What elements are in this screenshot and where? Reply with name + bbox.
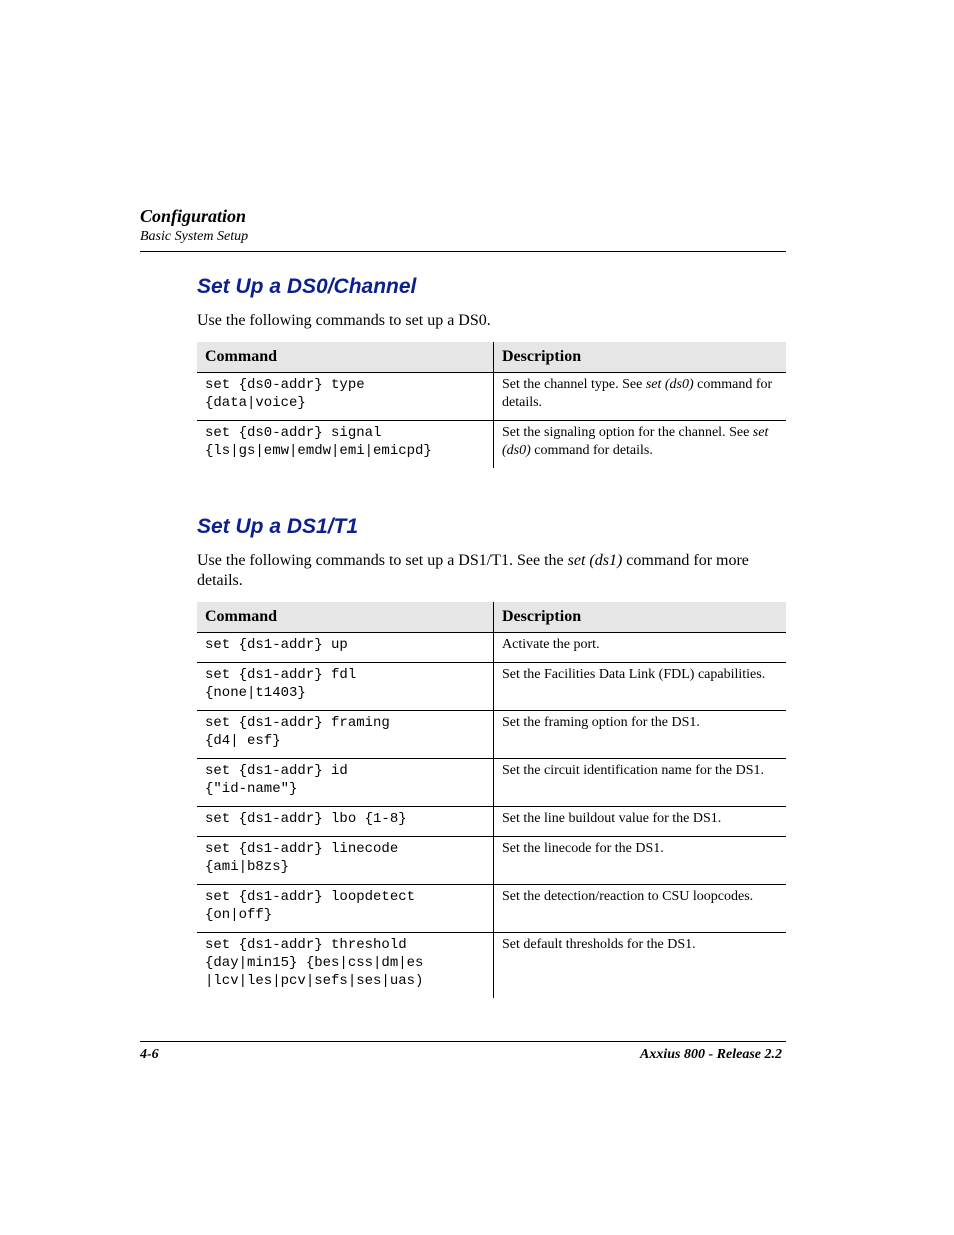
column-header-description: Description (494, 602, 787, 633)
command-cell: set {ds1-addr} fdl {none|t1403} (197, 663, 494, 711)
header-rule (140, 251, 786, 252)
table-row (197, 421, 786, 469)
command-cell: set {ds1-addr} framing {d4| esf} (197, 711, 494, 759)
footer-rule (140, 1041, 786, 1042)
command-cell: set {ds0-addr} signal {ls|gs|emw|emdw|emi|emicpd} (197, 421, 494, 469)
column-header-command: Command (197, 602, 494, 633)
section-ds0 (197, 274, 786, 468)
table-row (197, 885, 786, 933)
table-row (197, 711, 786, 759)
column-header-description: Description (494, 342, 787, 373)
command-reference: set (ds0) (502, 425, 769, 458)
command-cell: set {ds1-addr} lbo {1-8} (197, 807, 494, 837)
section-intro-ds1 (197, 551, 786, 591)
command-cell: set {ds1-addr} linecode {ami|b8zs} (197, 837, 494, 885)
ds1-command-table (197, 602, 786, 998)
command-cell: set {ds0-addr} type {data|voice} (197, 373, 494, 421)
table-row (197, 373, 786, 421)
description-cell: Activate the port. (494, 633, 787, 663)
description-cell (494, 421, 787, 469)
command-cell: set {ds1-addr} loopdetect {on|off} (197, 885, 494, 933)
description-cell: Set the detection/reaction to CSU loopcodes. (494, 885, 787, 933)
command-cell: set {ds1-addr} threshold {day|min15} {bes|css|dm|es |lcv|les|pcv|sefs|ses|uas) (197, 933, 494, 999)
description-cell: Set the linecode for the DS1. (494, 837, 787, 885)
product-release: Axxius 800 - Release 2.2 (640, 1047, 782, 1062)
table-header-row (197, 602, 786, 633)
description-text: Set the signaling option for the channel. See (502, 425, 753, 440)
intro-text: command for more details. (197, 552, 749, 589)
description-cell: Set the circuit identification name for the DS1. (494, 759, 787, 807)
description-text: Set the channel type. See (502, 377, 646, 392)
description-cell: Set the Facilities Data Link (FDL) capabilities. (494, 663, 787, 711)
section-title-ds1: Set Up a DS1/T1 (197, 515, 359, 538)
description-text: command for details. (530, 443, 653, 458)
command-cell: set {ds1-addr} up (197, 633, 494, 663)
column-header-command: Command (197, 342, 494, 373)
chapter-title: Configuration (140, 206, 247, 226)
description-cell: Set default thresholds for the DS1. (502, 937, 696, 952)
command-reference: set (ds1) (567, 552, 623, 569)
ds0-command-table (197, 342, 786, 468)
running-header (140, 205, 786, 246)
section-ds1 (197, 514, 786, 998)
section-intro-ds0: Use the following commands to set up a DS0. (197, 312, 491, 329)
command-cell: set {ds1-addr} id {"id-name"} (197, 759, 494, 807)
page-number: 4-6 (140, 1047, 159, 1062)
subchapter-title: Basic System Setup (140, 229, 249, 244)
table-row (197, 663, 786, 711)
table-row (197, 759, 786, 807)
intro-text: Use the following commands to set up a DS1/T1. See the (197, 552, 568, 569)
section-title-ds0: Set Up a DS0/Channel (197, 275, 417, 298)
table-row (197, 837, 786, 885)
table-row (197, 933, 786, 999)
table-row (197, 807, 786, 837)
description-cell (494, 373, 787, 421)
description-text: command for details. (502, 377, 773, 410)
table-row (197, 633, 786, 663)
description-cell: Set the line buildout value for the DS1. (494, 807, 787, 837)
description-cell: Set the framing option for the DS1. (494, 711, 787, 759)
table-header-row (197, 342, 786, 373)
command-reference: set (ds0) (645, 377, 694, 392)
